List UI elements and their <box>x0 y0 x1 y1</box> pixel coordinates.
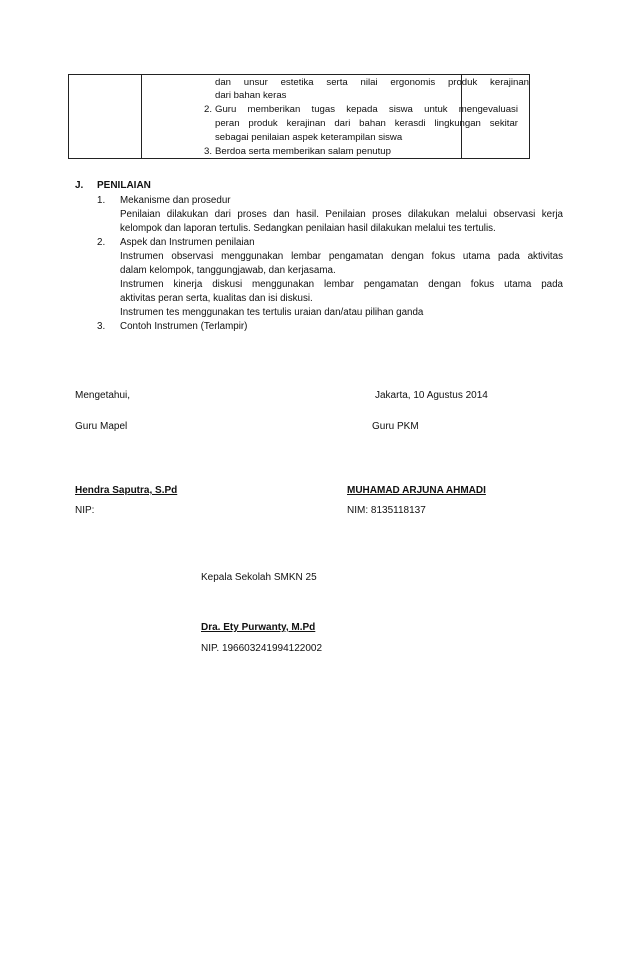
right-signatory-id: NIM: 8135118137 <box>347 505 426 516</box>
list-item-line: Instrumen kinerja diskusi menggunakan lembar pengamatan dengan fokus utama pada <box>120 279 563 290</box>
place-date: Jakarta, 10 Agustus 2014 <box>375 390 488 401</box>
list-item-line: Instrumen tes menggunakan tes tertulis uraian dan/atau pilihan ganda <box>120 307 424 318</box>
activity-line: Guru memberikan tugas kepada siswa untuk mengevaluasi <box>215 104 518 115</box>
activity-line: dari bahan keras <box>215 90 287 101</box>
activity-table <box>68 74 530 159</box>
activity-item <box>204 103 529 116</box>
table-column-divider <box>141 75 142 158</box>
section-letter: J. <box>75 180 84 191</box>
list-item-title: Contoh Instrumen (Terlampir) <box>120 321 248 332</box>
section-title: PENILAIAN <box>97 180 151 191</box>
activity-line: sebagai penilaian aspek keterampilan siswa <box>215 132 403 143</box>
list-item-line: aktivitas peran serta, kualitas dan isi diskusi. <box>120 293 313 304</box>
activity-line: Berdoa serta memberikan salam penutup <box>215 146 391 157</box>
left-role: Guru Mapel <box>75 421 128 432</box>
activity-line: dan unsur estetika serta nilai ergonomis produk kerajinan <box>215 77 529 88</box>
right-signatory-name: MUHAMAD ARJUNA AHMADI <box>347 485 486 496</box>
list-item-line: kelompok dan laporan tertulis. Sedangkan penilaian hasil dilakukan melalui tes tertulis. <box>120 223 496 234</box>
left-signatory-id: NIP: <box>75 505 95 516</box>
activity-item <box>204 145 529 158</box>
acknowledged-label: Mengetahui, <box>75 390 131 401</box>
item-number: 2. <box>204 104 213 115</box>
list-number: 3. <box>97 321 106 332</box>
activity-line: peran produk kerajinan dari bahan kerasdi lingkungan sekitar <box>215 118 518 129</box>
list-number: 1. <box>97 195 106 206</box>
item-number: 3. <box>204 146 213 157</box>
list-item-line: Instrumen observasi menggunakan lembar pengamatan dengan fokus utama pada aktivitas <box>120 251 563 262</box>
right-role: Guru PKM <box>372 421 419 432</box>
left-signatory-name: Hendra Saputra, S.Pd <box>75 485 178 496</box>
list-item-title: Aspek dan Instrumen penilaian <box>120 237 255 248</box>
head-signatory-id: NIP. 196603241994122002 <box>201 643 323 654</box>
list-number: 2. <box>97 237 106 248</box>
head-signatory-name: Dra. Ety Purwanty, M.Pd <box>201 622 316 633</box>
head-role: Kepala Sekolah SMKN 25 <box>201 572 317 583</box>
list-item-line: Penilaian dilakukan dari proses dan hasil. Penilaian proses dilakukan melalui observasi kerja <box>120 209 563 220</box>
list-item-title: Mekanisme dan prosedur <box>120 195 231 206</box>
list-item-line: dalam kelompok, tanggungjawab, dan kerjasama. <box>120 265 336 276</box>
